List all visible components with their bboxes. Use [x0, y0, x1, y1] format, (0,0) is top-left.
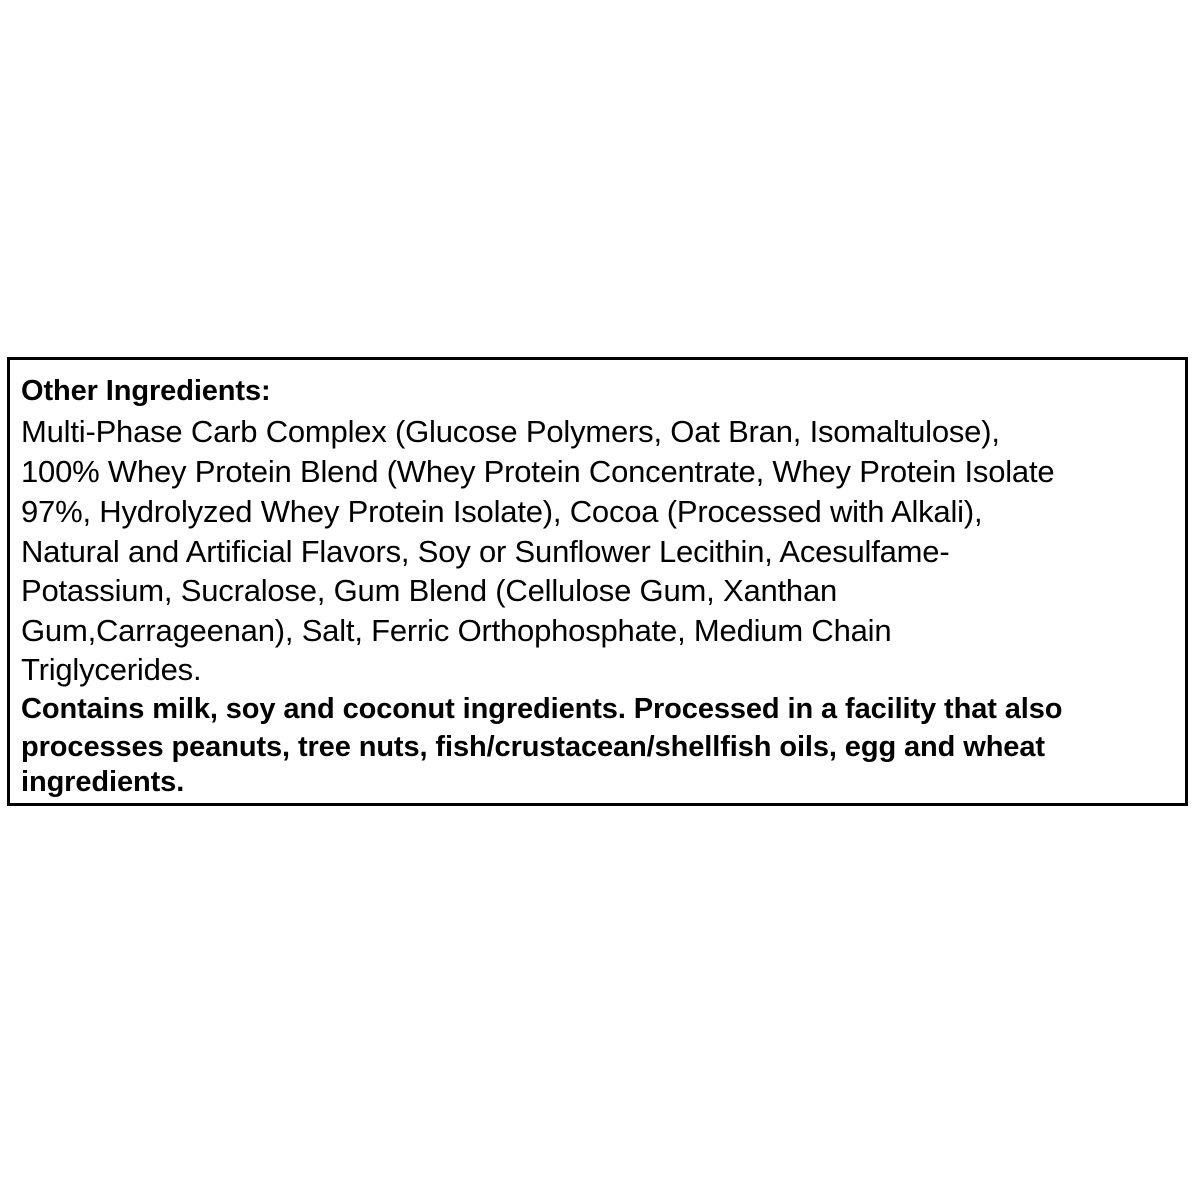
ingredient-line-6: Gum,Carrageenan), Salt, Ferric Orthophosphate, Medium Chain: [21, 613, 892, 648]
ingredient-line-2: 100% Whey Protein Blend (Whey Protein Concentrate, Whey Protein Isolate: [21, 454, 1055, 489]
ingredient-line-5: Potassium, Sucralose, Gum Blend (Cellulose Gum, Xanthan: [21, 573, 838, 608]
allergen-line-2: processes peanuts, tree nuts, fish/crustacean/shellfish oils, egg and wheat: [21, 731, 1045, 763]
ingredient-line-7: Triglycerides.: [21, 652, 202, 687]
ingredient-line-4: Natural and Artificial Flavors, Soy or Sunflower Lecithin, Acesulfame-: [21, 534, 950, 569]
ingredients-label-box: [7, 357, 1188, 806]
ingredient-line-3: 97%, Hydrolyzed Whey Protein Isolate), Cocoa (Processed with Alkali),: [21, 494, 983, 529]
allergen-line-3: ingredients.: [21, 766, 185, 798]
ingredients-heading: Other Ingredients:: [21, 375, 271, 407]
ingredient-line-1: Multi-Phase Carb Complex (Glucose Polymers, Oat Bran, Isomaltulose),: [21, 414, 1000, 449]
allergen-line-1: Contains milk, soy and coconut ingredients. Processed in a facility that also: [21, 693, 1063, 725]
